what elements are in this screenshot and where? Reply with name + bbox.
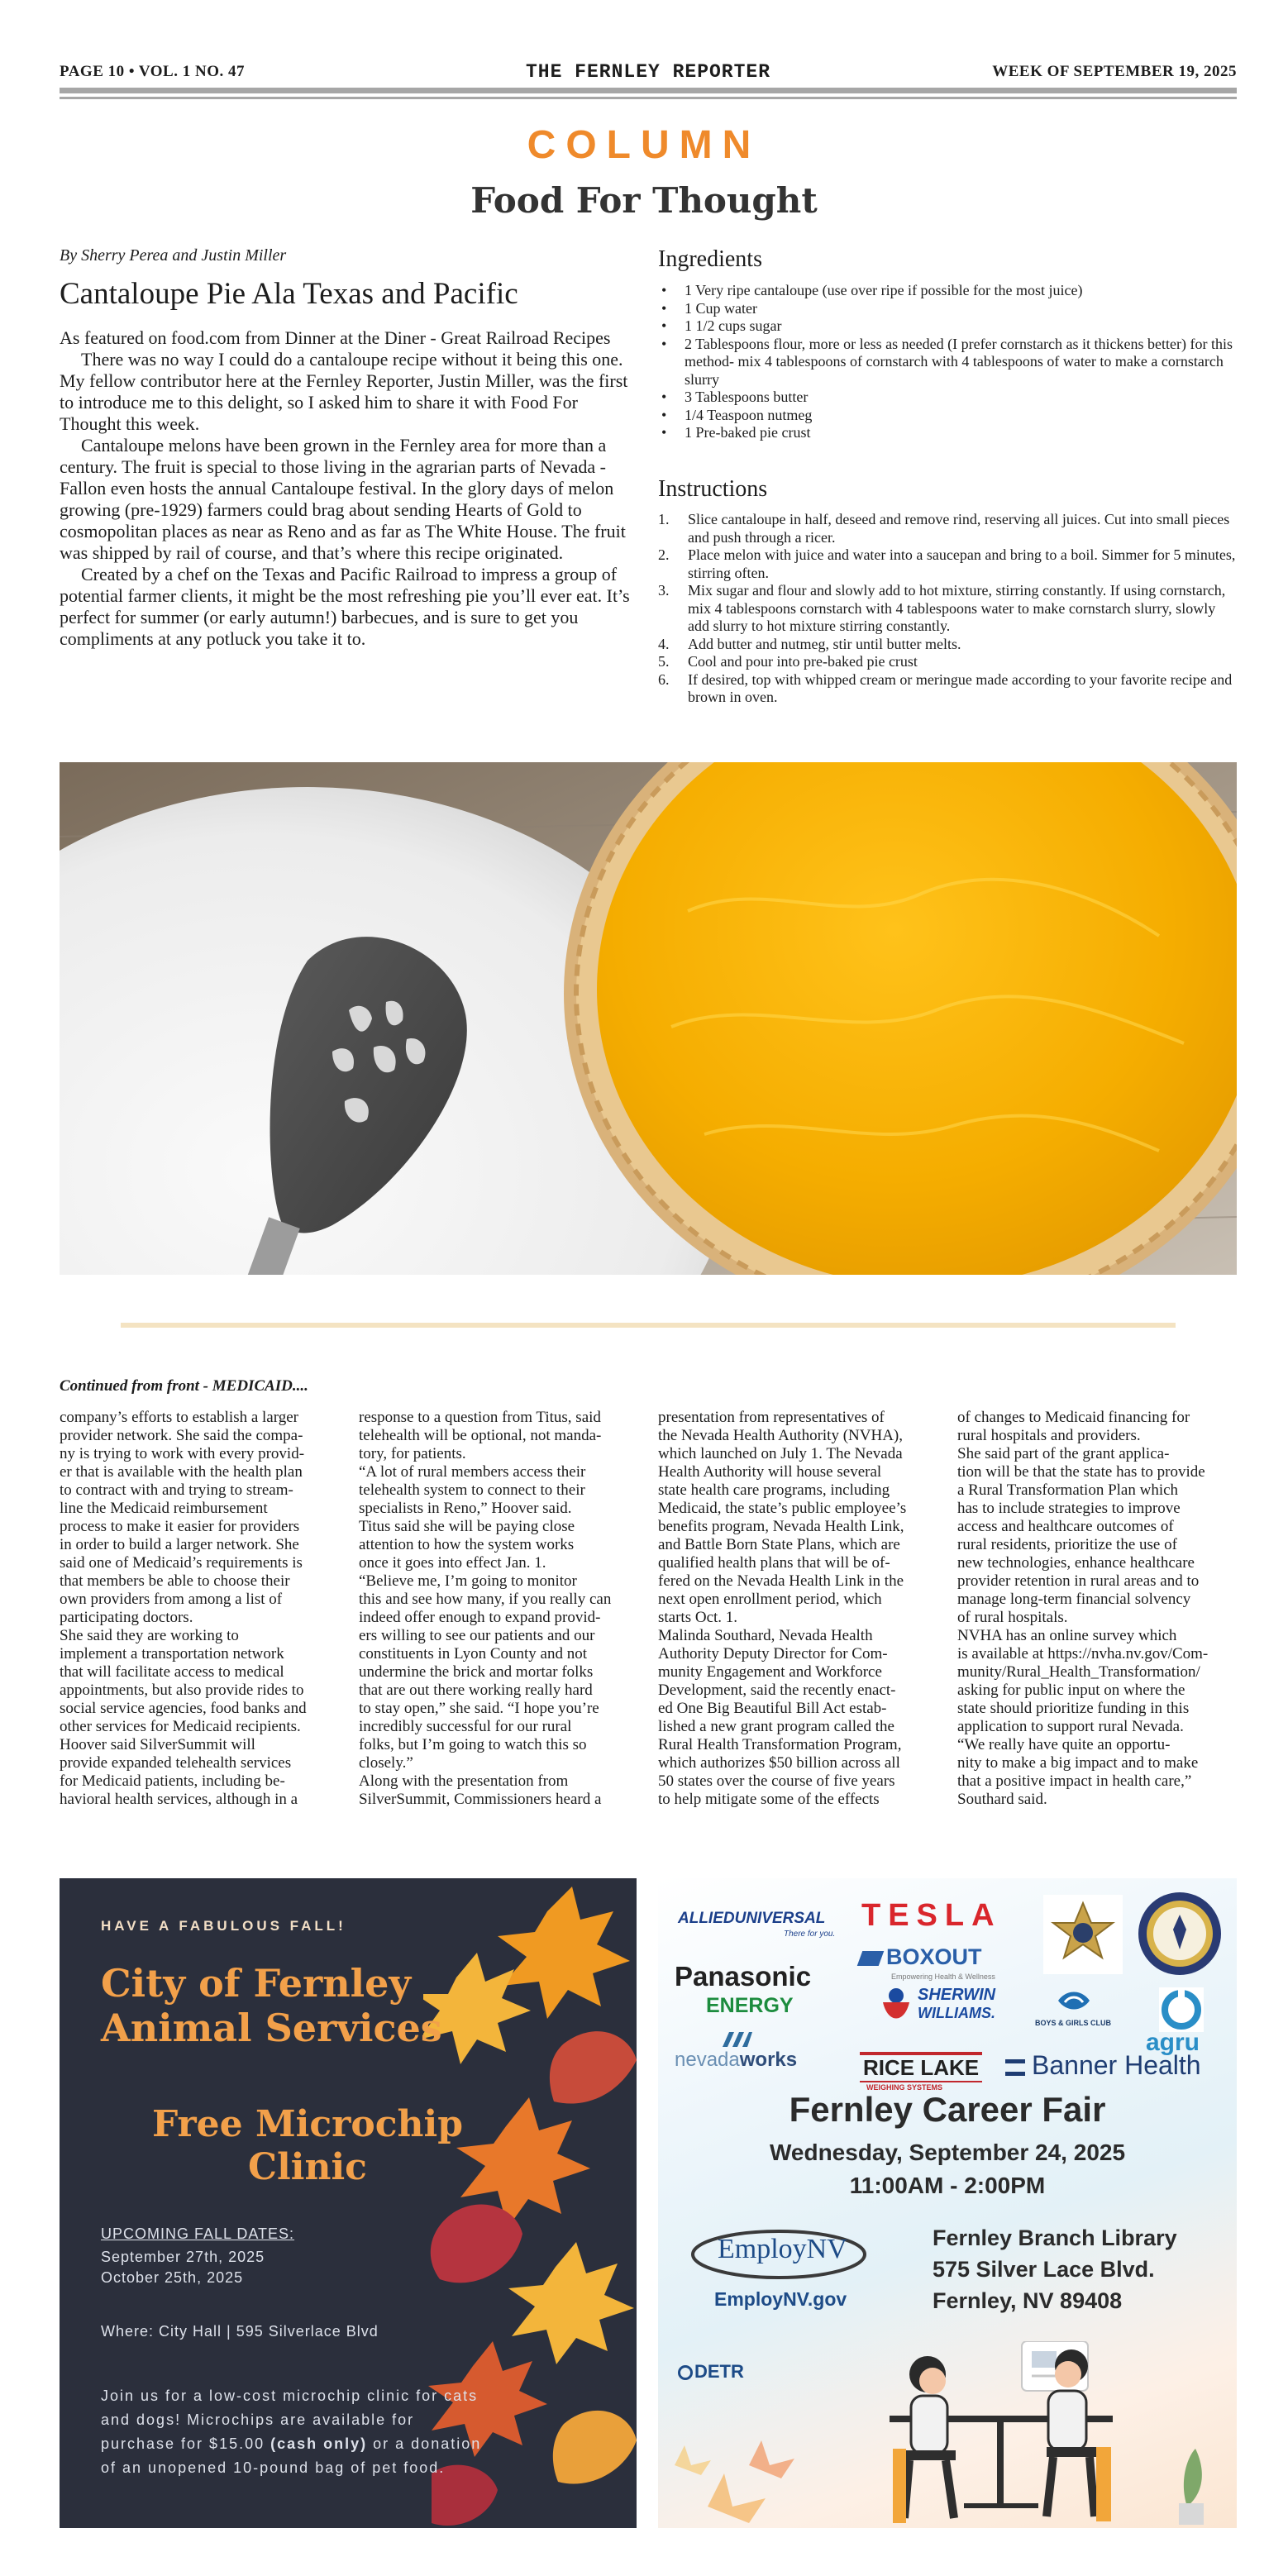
article-line: She said part of the grant applica- [957, 1445, 1170, 1462]
article-line: implement a transportation network [60, 1645, 284, 1662]
article-line: once it goes into effect Jan. 1. [359, 1554, 546, 1572]
step-text: If desired, top with whipped cream or meringue made according to your favorite recipe and brown in oven. [688, 670, 1233, 705]
article-line: that are out there working really hard [359, 1682, 593, 1699]
byline: By Sherry Perea and Justin Miller [60, 246, 287, 265]
article-line: provider retention in rural areas and to [957, 1572, 1200, 1590]
career-fair-venue [933, 2222, 1177, 2316]
column-headline: Food For Thought [470, 180, 818, 221]
pie-photo-illustration [60, 762, 1237, 1275]
nevadaworks-part: works [739, 2049, 798, 2071]
article-line: asking for public input on where the [957, 1682, 1185, 1699]
article-line: er that is available with the health plan [60, 1463, 303, 1481]
article-line: which authorizes $50 billion across all [658, 1754, 900, 1772]
venue-line: Fernley Branch Library [933, 2225, 1177, 2250]
ad-desc-bold: (cash only) [270, 2435, 368, 2452]
rice-lake-logo: RICE LAKE [860, 2052, 982, 2082]
article-column-4 [957, 1409, 1233, 1809]
instructions-list [658, 511, 1237, 707]
article-line: line the Medicaid reimbursement [60, 1500, 268, 1517]
detr-wordmark: DETR [694, 2361, 744, 2382]
article-line: havioral health services, although in a [60, 1791, 298, 1808]
article-line: fered on the Nevada Health Link in the [658, 1572, 904, 1590]
ad-clinic-line: Free Microchip [152, 2103, 463, 2145]
article-line: state should prioritize funding in this [957, 1700, 1190, 1717]
panasonic-logo: Panasonic [675, 1961, 812, 1992]
article-line: telehealth system to connect to their [359, 1481, 585, 1499]
article-column-3 [658, 1409, 934, 1809]
section-kicker: COLUMN [527, 123, 761, 167]
animal-services-ad [60, 1878, 637, 2528]
article-line: to contract with and trying to stream- [60, 1481, 293, 1499]
article-line: attention to how the system works [359, 1536, 575, 1553]
article-line: application to support rural Nevada. [957, 1718, 1184, 1735]
article-line: starts Oct. 1. [658, 1609, 738, 1626]
masthead-rule-thin [60, 97, 1237, 99]
article-line: company’s efforts to establish a larger [60, 1409, 298, 1426]
step-text: Add butter and nutmeg, stir until butter melts. [688, 635, 961, 652]
article-line: of changes to Medicaid financing for [957, 1409, 1190, 1426]
article-line: social service agencies, food banks and [60, 1700, 307, 1717]
sherwin-williams-logo [918, 1986, 995, 2022]
step-text: Mix sugar and flour and slowly add to hot mixture, stirring constantly. If using cornstarch, mix 4 tablespoons cornstarch with 4 tablespoons water to make cornstarch slurry, slowly add slurry to hot mixture stirring constantly. [688, 582, 1226, 634]
boys-girls-club-icon [1055, 1987, 1093, 2015]
instruction-step [658, 671, 1237, 707]
article-line: of rural hospitals. [957, 1609, 1068, 1626]
boxout-tagline: Empowering Health & Wellness [891, 1973, 995, 1981]
article-line: Rural Health Transformation Program, [658, 1736, 902, 1753]
article-line: that will facilitate access to medical [60, 1663, 284, 1681]
employnv-logo: EmployNV [718, 2234, 847, 2264]
article-line: folks, but I’m going to watch this so [359, 1736, 587, 1753]
article-line: and Battle Born State Plans, which are [658, 1536, 900, 1553]
ad-description [101, 2384, 489, 2480]
ingredient-item: • 1 1/2 cups sugar [658, 317, 1237, 336]
article-line: She said they are working to [60, 1627, 239, 1644]
article-line: access and healthcare outcomes of [957, 1518, 1174, 1535]
article-line: that members be able to choose their [60, 1572, 290, 1590]
ingredient-item: • 1 Very ripe cantaloupe (use over ripe if possible for the most juice) [658, 282, 1237, 300]
recipe-paragraph: Created by a chef on the Texas and Pacific Railroad to impress a group of potential farmer clients, it might be the most refreshing pie you’ll ever eat. It’s perfect for summer (or early autumn!) barbecues, and is sure to get you compliments at any potluck you take it to. [60, 564, 630, 649]
career-fair-ad [658, 1878, 1237, 2528]
sherwin-williams-line: WILLIAMS. [918, 2005, 995, 2021]
tesla-logo: TESLA [861, 1898, 1002, 1933]
career-fair-date: Wednesday, September 24, 2025 [769, 2140, 1126, 2165]
article-line: which launched on July 1. The Nevada [658, 1445, 903, 1462]
boxout-icon [857, 1951, 885, 1966]
ingredients-heading: Ingredients [658, 246, 762, 272]
venue-line: 575 Silver Lace Blvd. [933, 2257, 1155, 2282]
nevadaworks-part: nevada [675, 2049, 740, 2071]
article-line: Hoover said SilverSummit will [60, 1736, 255, 1753]
article-line: next open enrollment period, which [658, 1591, 882, 1608]
step-number: 2. [658, 546, 670, 563]
article-line: provider network. She said the compa- [60, 1427, 303, 1444]
article-line: constituents in Lyon County and not [359, 1645, 588, 1662]
article-line: munity/Rural_Health_Transformation/ [957, 1663, 1200, 1681]
article-line: appointments, but also provide rides to [60, 1682, 304, 1699]
article-line: Malinda Southard, Nevada Health [658, 1627, 873, 1644]
article-line: that a positive impact in health care,” [957, 1772, 1192, 1790]
employnv-url: EmployNV.gov [714, 2288, 847, 2310]
ingredient-item: • 2 Tablespoons flour, more or less as needed (I prefer cornstarch as it thickens better) for this method- mix 4 tablespoons of cornstarch with 4 tablespoons of water to make a cornstarch slurry [658, 336, 1237, 389]
article-line: tion will be that the state has to provide [957, 1463, 1205, 1481]
pie-photo [60, 762, 1237, 1275]
recipe-body [60, 327, 638, 650]
article-line: manage long-term financial solvency [957, 1591, 1191, 1608]
article-line: participating doctors. [60, 1609, 193, 1626]
ingredients-list [658, 282, 1237, 442]
sherwin-williams-icon [880, 1987, 913, 2024]
article-line: in order to build a larger network. She [60, 1536, 299, 1553]
banner-health-logo [1005, 2050, 1201, 2081]
article-line: “A lot of rural members access their [359, 1463, 586, 1481]
allied-universal-logo: ALLIEDUNIVERSAL [678, 1910, 826, 1927]
career-fair-title: Fernley Career Fair [789, 2090, 1106, 2129]
article-line: the Nevada Health Authority (NVHA), [658, 1427, 904, 1444]
article-line: benefits program, Nevada Health Link, [658, 1518, 904, 1535]
article-line: Titus said she will be paying close [359, 1518, 575, 1535]
article-line: has to include strategies to improve [957, 1500, 1181, 1517]
article-line: SilverSummit, Commissioners heard a [359, 1791, 602, 1808]
article-line: said one of Medicaid’s requirements is [60, 1554, 303, 1572]
article-line: Along with the presentation from [359, 1772, 569, 1790]
article-line: provide expanded telehealth services [60, 1754, 292, 1772]
article-line: to help mitigate some of the effects [658, 1791, 880, 1808]
section-divider [121, 1323, 1176, 1328]
article-line: response to a question from Titus, said [359, 1409, 601, 1426]
step-text: Slice cantaloupe in half, deseed and remove rind, reserving all juices. Cut into small pieces and push through a ricer. [688, 511, 1230, 546]
recipe-paragraph: Cantaloupe melons have been grown in the Fernley area for more than a century. The fruit is special to those living in the agrarian parts of Nevada - Fallon even hosts the annual Cantaloupe festival. In the glory days of melon growing (pre-1929) farmers could brag about sending Hearts of Gold to cosmopolitan places as near as Reno and as far as The White House. The fruit was shipped by rail of course, and that’s where this recipe originated. [60, 435, 626, 563]
recipe-title: Cantaloupe Pie Ala Texas and Pacific [60, 277, 518, 311]
boxout-logo [860, 1944, 982, 1970]
banner-health-wordmark: Banner Health [1032, 2050, 1201, 2080]
masthead-rule-thick [60, 88, 1237, 93]
ad-eyebrow: HAVE A FABULOUS FALL! [101, 1918, 346, 1934]
article-line: nity to make a big impact and to make [957, 1754, 1199, 1772]
rice-lake-tagline: WEIGHING SYSTEMS [866, 2083, 943, 2092]
article-line: ed One Big Beautiful Bill Act estab- [658, 1700, 887, 1717]
instructions-heading: Instructions [658, 476, 768, 502]
step-text: Cool and pour into pre-baked pie crust [688, 653, 918, 670]
career-fair-time: 11:00AM - 2:00PM [849, 2173, 1046, 2198]
step-number: 3. [658, 582, 670, 599]
instruction-step [658, 511, 1237, 546]
article-line: ny is trying to work with every provid- [60, 1445, 305, 1462]
article-line: other services for Medicaid recipients. [60, 1718, 301, 1735]
article-line: NVHA has an online survey which [957, 1627, 1177, 1644]
instruction-step [658, 636, 1237, 654]
article-line: Development, said the recently enact- [658, 1682, 896, 1699]
ingredient-item: • 1/4 Teaspoon nutmeg [658, 407, 1237, 425]
ingredient-item: • 1 Cup water [658, 300, 1237, 318]
banner-health-icon [1005, 2059, 1025, 2076]
article-line: munity Engagement and Workforce [658, 1663, 882, 1681]
step-number: 4. [658, 635, 670, 652]
ad-desc-text: Join us for a low-cost microchip clinic for cats and dogs! Microchips are available for purchase for $15.00 [101, 2388, 479, 2452]
ad-date: September 27th, 2025 [101, 2249, 265, 2265]
article-line: “We really have quite an opportu- [957, 1736, 1171, 1753]
article-column-1 [60, 1409, 336, 1809]
ad-date: October 25th, 2025 [101, 2269, 244, 2286]
article-column-2 [359, 1409, 635, 1809]
masthead [60, 63, 1237, 84]
sheriff-badge-icon [1043, 1895, 1123, 1974]
step-text: Place melon with juice and water into a saucepan and bring to a boil. Simmer for 5 minutes, stirring often. [688, 546, 1236, 581]
allied-universal-tagline: There for you. [784, 1930, 836, 1939]
article-line: for Medicaid patients, including be- [60, 1772, 285, 1790]
article-line: “Believe me, I’m going to monitor [359, 1572, 577, 1590]
article-line: lished a new grant program called the [658, 1718, 894, 1735]
article-line: rural hospitals and providers. [957, 1427, 1141, 1444]
article-line: a Rural Transformation Plan which [957, 1481, 1179, 1499]
ad-title [101, 1961, 531, 2050]
ingredient-item: • 3 Tablespoons butter [658, 389, 1237, 407]
article-line: tory, for patients. [359, 1445, 466, 1462]
instruction-step [658, 582, 1237, 636]
article-line: ers willing to see our patients and our [359, 1627, 595, 1644]
article-line: Medicaid, the state’s public employee’s [658, 1500, 907, 1517]
continued-label: Continued from front - MEDICAID.... [60, 1377, 308, 1395]
agru-icon [1159, 1987, 1204, 2032]
article-line: specialists in Reno,” Hoover said. [359, 1500, 572, 1517]
panasonic-energy-logo: ENERGY [706, 1994, 794, 2017]
interview-illustration [658, 2341, 1237, 2528]
article-line: Authority Deputy Director for Com- [658, 1645, 888, 1662]
paper-name: THE FERNLEY REPORTER [525, 61, 771, 83]
article-line: to stay open,” she said. “I hope you’re [359, 1700, 599, 1717]
nevadaworks-icon [723, 2032, 752, 2047]
article-line: process to make it easier for providers [60, 1518, 300, 1535]
federal-seal-icon [1136, 1890, 1224, 1977]
article-line: indeed offer enough to expand provid- [359, 1609, 601, 1626]
recipe-paragraph: There was no way I could do a cantaloupe recipe without it being this one. My fellow contributor here at the Fernley Reporter, Justin Miller, was the first to introduce me to this delight, so I asked him to share it with Food For Thought this week. [60, 349, 628, 434]
article-line: new technologies, enhance healthcare [957, 1554, 1195, 1572]
article-line: undermine the brick and mortar folks [359, 1663, 594, 1681]
article-line: own providers from among a list of [60, 1591, 283, 1608]
step-number: 1. [658, 511, 670, 527]
ad-title-line: City of Fernley [101, 1961, 412, 2006]
ad-dates-label: UPCOMING FALL DATES: [101, 2225, 295, 2242]
article-line: state health care programs, including [658, 1481, 890, 1499]
article-line: closely.” [359, 1754, 413, 1772]
ad-desc-text: or a donation of an unopened 10-pound bag of pet food. [101, 2435, 482, 2476]
step-number: 5. [658, 653, 670, 670]
venue-line: Fernley, NV 89408 [933, 2288, 1123, 2313]
agru-logo: agru [1146, 2029, 1200, 2056]
page-info: PAGE 10 • VOL. 1 NO. 47 [60, 63, 245, 80]
instruction-step [658, 653, 1237, 671]
instruction-step [658, 546, 1237, 582]
ad-location: Where: City Hall | 595 Silverlace Blvd [101, 2323, 379, 2340]
article-line: presentation from representatives of [658, 1409, 885, 1426]
boxout-wordmark: BOXOUT [886, 1944, 982, 1969]
sherwin-williams-line: SHERWIN [918, 1986, 996, 2004]
issue-week: WEEK OF SEPTEMBER 19, 2025 [992, 63, 1237, 80]
recipe-source: As featured on food.com from Dinner at the Diner - Great Railroad Recipes [60, 327, 611, 348]
article-line: Southard said. [957, 1791, 1047, 1808]
ad-clinic-line: Clinic [248, 2146, 367, 2188]
step-number: 6. [658, 670, 670, 688]
nevadaworks-logo [675, 2049, 797, 2072]
article-line: this and see how many, if you really can [359, 1591, 612, 1608]
ad-title-line: Animal Services [101, 2006, 442, 2050]
article-line: rural residents, prioritize the use of [957, 1536, 1177, 1553]
article-line: Health Authority will house several [658, 1463, 882, 1481]
ad-clinic-title [101, 2103, 514, 2189]
boys-girls-club-logo: BOYS & GIRLS CLUB [1035, 2019, 1112, 2027]
article-line: qualified health plans that will be of- [658, 1554, 890, 1572]
article-line: is available at https://nvha.nv.gov/Com- [957, 1645, 1209, 1662]
ingredient-item: • 1 Pre-baked pie crust [658, 424, 1237, 442]
article-line: telehealth will be optional, not manda- [359, 1427, 602, 1444]
article-line: incredibly successful for our rural [359, 1718, 572, 1735]
article-line: 50 states over the course of five years [658, 1772, 895, 1790]
